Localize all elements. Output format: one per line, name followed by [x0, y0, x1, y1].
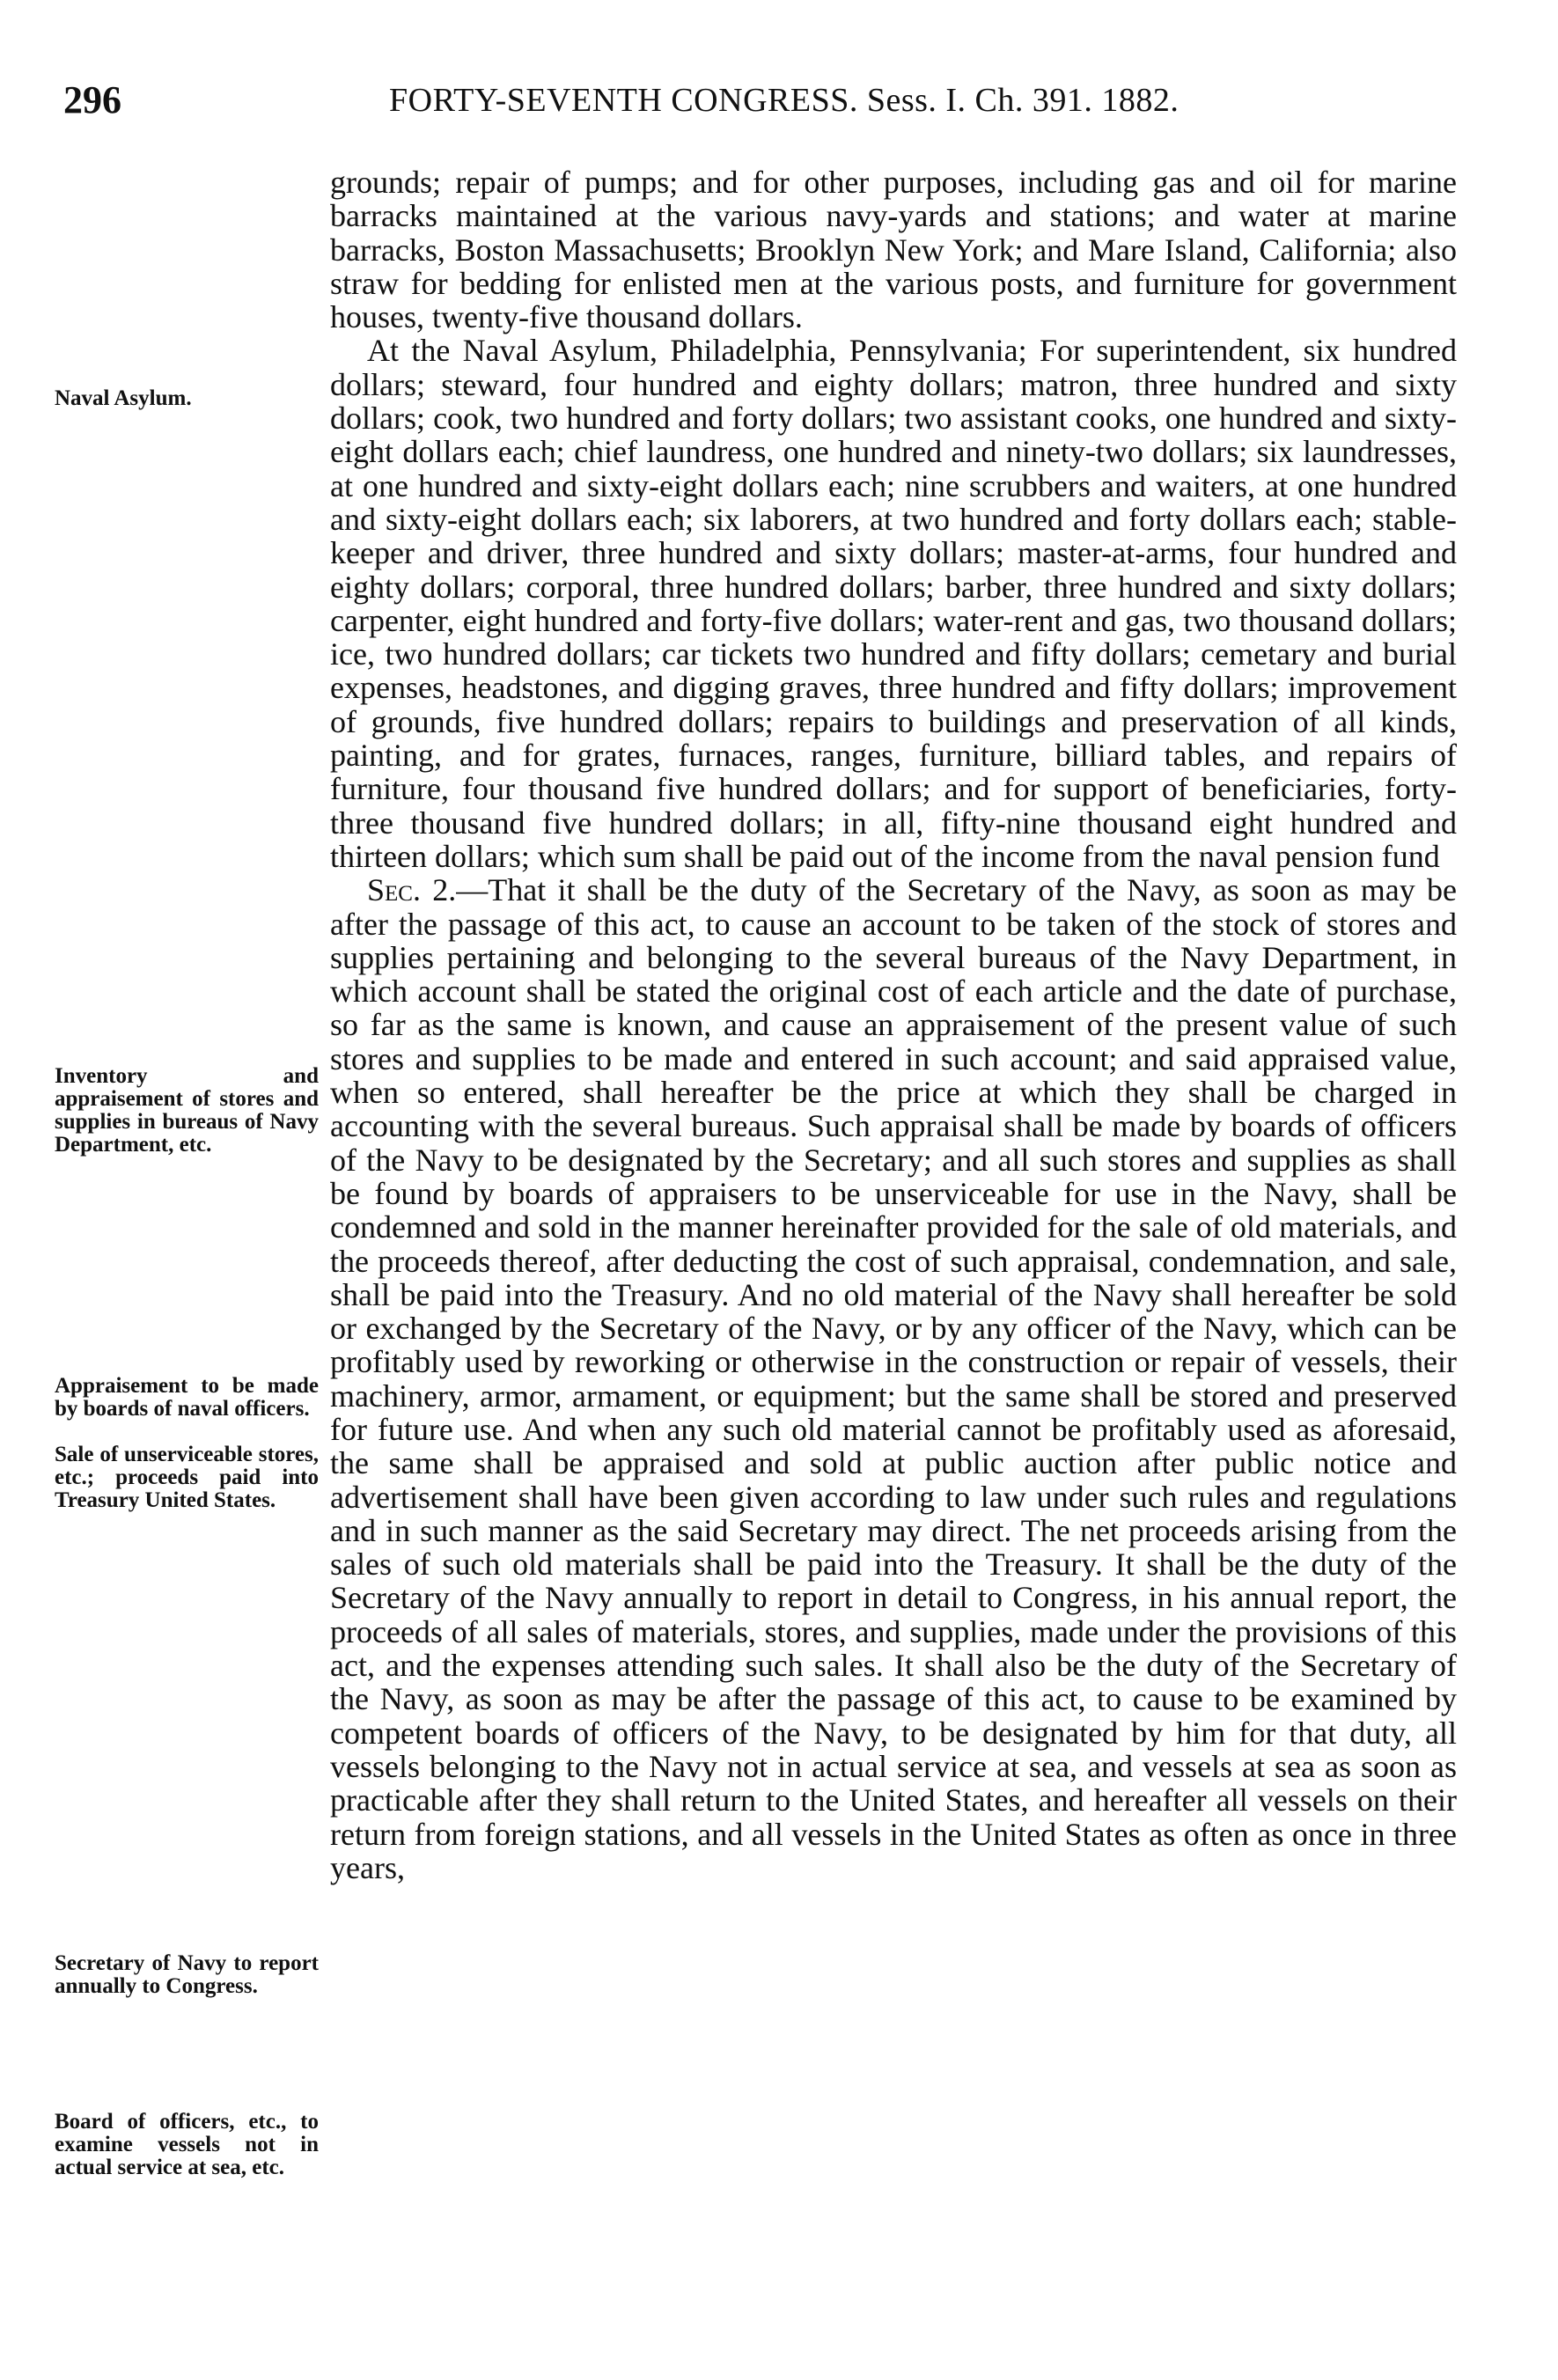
page-header	[63, 77, 1437, 130]
paragraph-naval-asylum: At the Naval Asylum, Philadelphia, Pennsylvania; For superintendent, six hundred dollars; steward, four hundred and eighty dollars; matron, three hundred and sixty dollars; cook, two hundred and forty dollars; two assistant cooks, one hundred and sixty-eight dollars each; chief laundress, one hundred and ninety-two dollars; six laundresses, at one hundred and sixty-eight dollars each; nine scrubbers and waiters, at one hundred and sixty-eight dollars each; six laborers, at two hundred and forty dollars each; stable-keeper and driver, three hundred and sixty dollars; master-at-arms, four hundred and eighty dollars; corporal, three hundred dollars; barber, three hundred and sixty dollars; carpenter, eight hundred and forty-five dollars; water-rent and gas, two thousand dollars; ice, two hundred dollars; car tickets two hundred and fifty dollars; cemetary and burial expenses, headstones, and digging graves, three hundred and fifty dollars; improvement of grounds, five hundred dollars; repairs to buildings and preservation of all kinds, painting, and for grates, furnaces, ranges, furniture, billiard tables, and repairs of furniture, four thousand five hundred dollars; and for support of beneficiaries, forty-three thousand five hundred dollars; in all, fifty-nine thousand eight hundred and thirteen dollars; which sum shall be paid out of the income from the naval pension fund	[330, 333, 1457, 874]
margin-note-sale: Sale of unserviceable stores, etc.; proceeds paid into Treasury United States.	[55, 1443, 319, 1512]
page-number: 296	[63, 78, 121, 121]
section-2-text: —That it shall be the duty of the Secretary of the Navy, as soon as may be after the passage of this act, to cause an account to be taken of the stock of stores and supplies pertaining and belonging to the several bureaus of the Navy Department, in which account shall be stated the original cost of each article and the date of purchase, so far as the same is known, and cause an appraisement of the present value of such stores and supplies to be made and entered in such account; and said appraised value, when so entered, shall hereafter be the price at which they shall be charged in accounting with the several bureaus. Such appraisal shall be made by boards of officers of the Navy to be designated by the Secretary; and all such stores and supplies as shall be found by boards of appraisers to be unserviceable for use in the Navy, shall be condemned and sold in the manner hereinafter provided for the sale of old materials, and the proceeds thereof, after deducting the cost of such appraisal, condemnation, and sale, shall be paid into the Treasury. And no old material of the Navy shall hereafter be sold or exchanged by the Secretary of the Navy, or by any officer of the Navy, which can be profitably used by reworking or otherwise in the construction or repair of vessels, their machinery, armor, armament, or equipment; but the same shall be stored and preserved for future use. And when any such old material cannot be profitably used as aforesaid, the same shall be appraised and sold at public auction after public notice and advertisement shall have been given according to law under such rules and regulations and in such manner as the said Secretary may direct. The net proceeds arising from the sales of such old materials shall be paid into the Treasury. It shall be the duty of the Secretary of the Navy annually to report in detail to Congress, in his annual report, the proceeds of all sales of materials, stores, and supplies, made under the provisions of this act, and the expenses attending such sales. It shall also be the duty of the Secretary of the Navy, as soon as may be after the passage of this act, to cause to be examined by competent boards of officers of the Navy, to be designated by him for that duty, all vessels belonging to the Navy not in actual service at sea, and vessels at sea as soon as practicable after they shall return to the United States, and hereafter all vessels on their return from foreign stations, and all vessels in the United States as often as once in three years,	[330, 872, 1457, 1885]
margin-note-secretary: Secretary of Navy to report annually to Congress.	[55, 1951, 319, 1998]
margin-note-board: Board of officers, etc., to examine vessels not in actual service at sea, etc.	[55, 2110, 319, 2179]
margin-note-inventory: Inventory and appraisement of stores and supplies in bureaus of Navy Department, etc.	[55, 1064, 319, 1157]
running-head: FORTY-SEVENTH CONGRESS. Sess. I. Ch. 391. 1882.	[389, 82, 1180, 119]
section-label: Sec. 2.	[367, 872, 457, 908]
paragraph-grounds: grounds; repair of pumps; and for other purposes, including gas and oil for marine barracks maintained at the various navy-yards and stations; and water at marine barracks, Boston Massachusetts; Brooklyn New York; and Mare Island, California; also straw for bedding for enlisted men at the various posts, and furniture for government houses, twenty-five thousand dollars.	[330, 165, 1457, 335]
margin-note-appraisement: Appraisement to be made by boards of naval officers.	[55, 1374, 319, 1421]
body-text	[330, 165, 1457, 1884]
paragraph-section-2	[330, 873, 1457, 1884]
margin-note-naval-asylum: Naval Asylum.	[55, 386, 192, 410]
